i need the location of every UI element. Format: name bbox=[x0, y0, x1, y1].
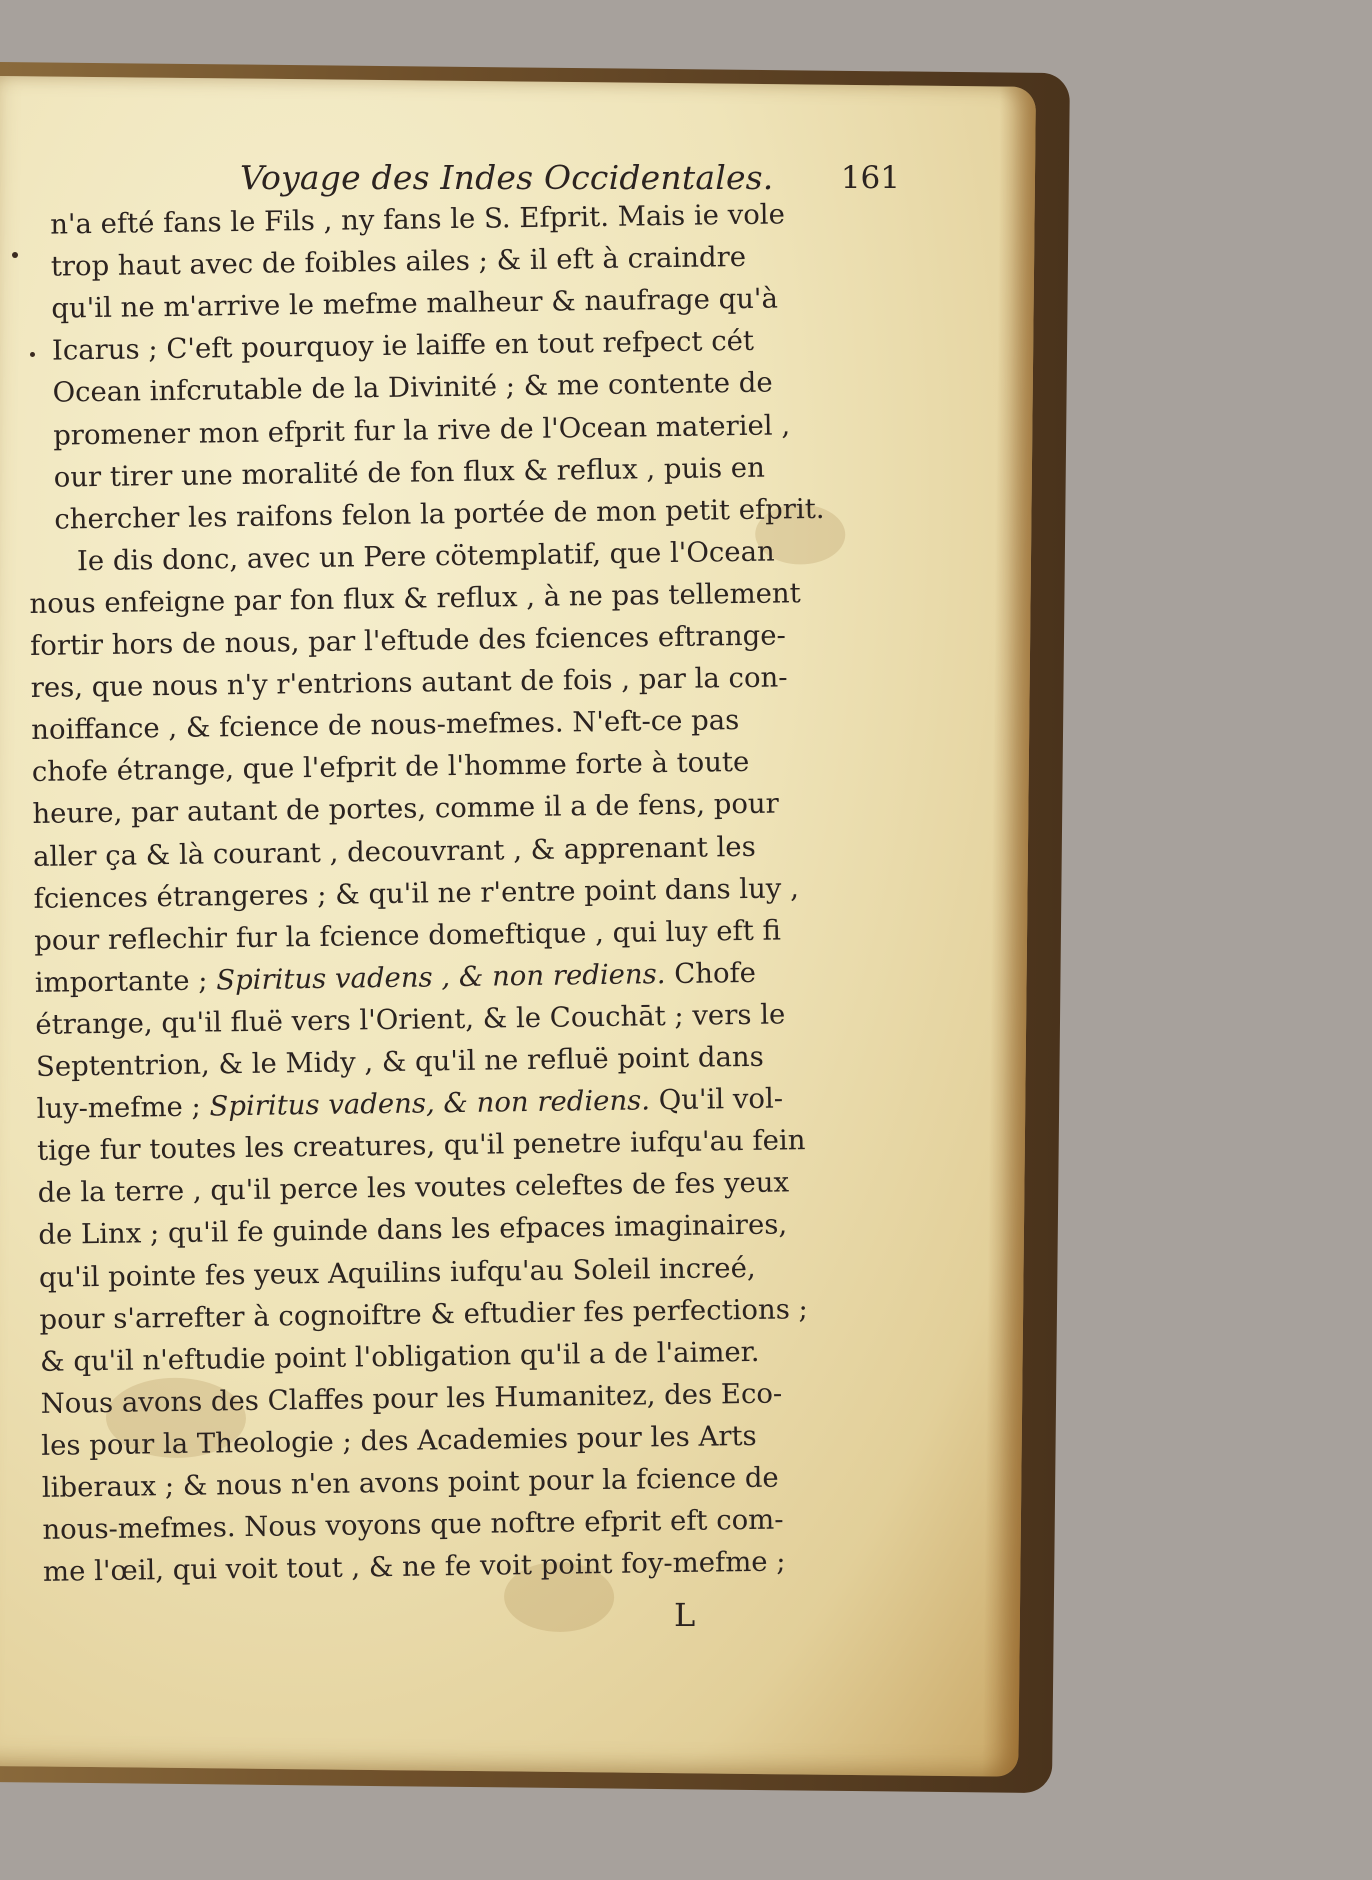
text-line bbox=[54, 449, 766, 495]
text-line-roman: trop haut avec de foibles ailes ; & il eft à craindre bbox=[50, 241, 747, 283]
text-line-roman: Qu'il vol- bbox=[649, 1082, 784, 1117]
running-title: Voyage des Indes Occidentales. bbox=[240, 158, 774, 197]
text-line-roman: pour reflechir fur la fcience domeftique , qui luy eft fi bbox=[34, 914, 782, 957]
text-line-roman: chercher les raifons felon la portée de mon petit efprit. bbox=[54, 492, 825, 536]
text-line-roman: Chofe bbox=[665, 956, 757, 990]
text-line bbox=[33, 870, 799, 917]
text-line-roman: promener mon efprit fur la rive de l'Ocean materiel , bbox=[52, 408, 791, 452]
text-line-roman: our tirer une moralité de fon flux & reflux , puis en bbox=[53, 451, 766, 494]
text-line bbox=[52, 323, 754, 369]
text-line-roman: Icarus ; C'eft pourquoy ie laiffe en tout refpect cét bbox=[51, 325, 755, 367]
text-line-roman: res, que nous n'y r'entrions autant de fois , par la con- bbox=[30, 661, 788, 705]
text-line-italic: Spiritus vadens, & non rediens. bbox=[209, 1084, 651, 1123]
text-line bbox=[42, 1460, 779, 1506]
body-text bbox=[24, 195, 904, 1617]
text-line bbox=[43, 1544, 786, 1590]
text-line bbox=[37, 1122, 806, 1169]
text-line bbox=[29, 575, 801, 622]
text-line-roman: Ie dis donc, avec un Pere cötemplatif, que l'Ocean bbox=[76, 535, 775, 578]
text-line-roman: fciences étrangeres ; & qu'il ne r'entre point dans luy , bbox=[33, 871, 800, 915]
text-line bbox=[40, 1375, 782, 1421]
text-line-roman: nous enfeigne par fon flux & reflux , à ne pas tellement bbox=[29, 577, 801, 620]
text-line-roman: & qu'il n'eftudie point l'obligation qu'il a de l'aimer. bbox=[39, 1335, 760, 1378]
text-line-roman: luy-mefme ; bbox=[36, 1090, 210, 1126]
text-line-roman: les pour la Theologie ; des Academies pour les Arts bbox=[41, 1419, 757, 1462]
text-line-roman: n'a efté fans le Fils , ny fans le S. Efprit. Mais ie vole bbox=[50, 198, 786, 241]
text-line bbox=[30, 617, 786, 664]
text-line bbox=[51, 239, 747, 285]
text-line-roman: importante ; bbox=[34, 964, 217, 999]
text-line-roman: qu'il pointe fes yeux Aquilins iufqu'au Soleil increé, bbox=[38, 1251, 756, 1294]
text-line bbox=[54, 491, 825, 538]
signature-mark: L bbox=[674, 1596, 696, 1634]
text-line bbox=[77, 533, 775, 579]
text-line bbox=[31, 702, 739, 748]
text-line bbox=[34, 912, 781, 958]
text-line bbox=[52, 365, 773, 411]
text-line bbox=[32, 744, 750, 790]
text-line-roman: de Linx ; qu'il fe guinde dans les efpaces imaginaires, bbox=[38, 1208, 788, 1252]
text-line bbox=[53, 407, 790, 453]
text-line bbox=[30, 659, 787, 706]
text-line-roman: nous-mefmes. Nous voyons que noftre efprit eft com- bbox=[42, 1503, 784, 1546]
text-line-roman: heure, par autant de portes, comme il a de fens, pour bbox=[32, 787, 780, 831]
text-line bbox=[32, 786, 779, 832]
margin-dot bbox=[12, 252, 18, 258]
text-line bbox=[42, 1502, 784, 1548]
text-line-roman: chofe étrange, que l'efprit de l'homme forte à toute bbox=[31, 746, 750, 789]
text-line-roman: Ocean infcrutable de la Divinité ; & me contente de bbox=[52, 366, 773, 410]
text-line bbox=[38, 1207, 787, 1253]
text-line-italic: Spiritus vadens , & non rediens. bbox=[216, 957, 666, 997]
text-line-roman: qu'il ne m'arrive le mefme malheur & naufrage qu'à bbox=[51, 282, 779, 325]
text-line bbox=[40, 1334, 760, 1380]
text-line bbox=[36, 1039, 764, 1085]
text-line bbox=[39, 1291, 808, 1338]
text-line-roman: liberaux ; & nous n'en avons point pour la fcience de bbox=[41, 1461, 779, 1504]
text-line-roman: aller ça & là courant , decouvrant , & apprenant les bbox=[32, 830, 756, 873]
text-line-roman: me l'œil, qui voit tout , & ne fe voit point foy-mefme ; bbox=[42, 1545, 786, 1589]
text-line bbox=[38, 1165, 790, 1211]
text-line-roman: tige fur toutes les creatures, qu'il penetre iufqu'au fein bbox=[36, 1124, 806, 1168]
text-line bbox=[39, 1249, 756, 1295]
page-number: 161 bbox=[840, 160, 900, 196]
text-line bbox=[36, 1081, 783, 1127]
text-line-roman: noiffance , & fcience de nous-mefmes. N'eft-ce pas bbox=[31, 704, 740, 747]
text-line bbox=[41, 1418, 757, 1464]
text-line-roman: fortir hors de nous, par l'eftude des fciences eftrange- bbox=[29, 619, 786, 662]
margin-dot bbox=[30, 352, 35, 357]
text-line bbox=[35, 955, 757, 1001]
text-line-roman: étrange, qu'il fluë vers l'Orient, & le Couchāt ; vers le bbox=[35, 998, 786, 1041]
text-line-roman: de la terre , qu'il perce les voutes celeftes de fes yeux bbox=[37, 1166, 790, 1210]
text-line bbox=[33, 828, 756, 874]
text-line bbox=[35, 996, 785, 1042]
text-line-roman: Septentrion, & le Midy , & qu'il ne refluë point dans bbox=[35, 1040, 764, 1083]
text-line bbox=[51, 281, 778, 327]
text-line-roman: Nous avons des Claffes pour les Humanitez, des Eco- bbox=[40, 1377, 783, 1420]
text-line-roman: pour s'arrefter à cognoiftre & eftudier fes perfections ; bbox=[39, 1292, 809, 1336]
